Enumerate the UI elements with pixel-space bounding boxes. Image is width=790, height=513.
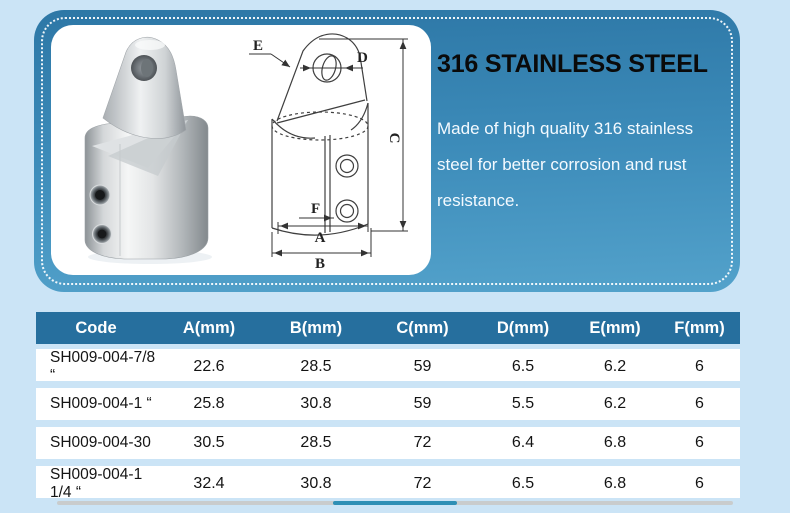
dim-label-e: E <box>253 38 264 54</box>
table-cell: 30.8 <box>300 475 332 492</box>
table-cell: 72 <box>413 434 432 451</box>
table-cell: 6.2 <box>603 358 627 375</box>
table-cell: 6 <box>695 395 704 412</box>
dim-label-f: F <box>311 201 321 217</box>
table-cell: 72 <box>413 475 432 492</box>
table-cell: 22.6 <box>193 358 225 375</box>
table-cell: 25.8 <box>193 395 225 412</box>
table-cell: 6.2 <box>603 395 627 412</box>
header-c: C(mm) <box>396 318 449 337</box>
code-cell: SH009-004-7/8 “ <box>50 349 156 384</box>
header-b: B(mm) <box>289 318 343 337</box>
table-cell: 6.5 <box>511 358 535 375</box>
code-cell: SH009-004-1 1/4 “ <box>50 466 143 501</box>
product-image-card <box>51 25 431 275</box>
table-cell: 28.5 <box>300 358 332 375</box>
table-cell: 59 <box>413 395 432 412</box>
banner-text-block <box>437 50 742 219</box>
banner-title: 316 STAINLESS STEEL <box>437 50 708 78</box>
header-f: F(mm) <box>674 318 725 337</box>
product-banner <box>34 10 740 292</box>
table-cell: 32.4 <box>193 475 225 492</box>
code-cell: SH009-004-1 “ <box>50 395 152 412</box>
horizontal-scrollbar-thumb[interactable] <box>333 501 457 505</box>
description-line: resistance. <box>437 191 520 210</box>
table-row <box>36 466 740 501</box>
table-cell: 6 <box>695 358 704 375</box>
table-cell: 30.8 <box>300 395 332 412</box>
header-a: A(mm) <box>182 318 236 337</box>
table-cell: 6 <box>695 434 704 451</box>
table-cell: 59 <box>413 358 432 375</box>
dimension-table <box>36 312 740 501</box>
table-row <box>36 349 740 384</box>
table-row <box>36 427 740 459</box>
table-header-row <box>36 312 740 344</box>
table-cell: 6.8 <box>603 475 627 492</box>
dimension-drawing <box>245 26 425 276</box>
header-d: D(mm) <box>496 318 550 337</box>
table-cell: 5.5 <box>511 395 535 412</box>
table-cell: 6.8 <box>603 434 627 451</box>
product-photo <box>62 30 234 268</box>
horizontal-scrollbar-track[interactable] <box>57 501 733 505</box>
table-cell: 6.4 <box>511 434 535 451</box>
code-cell: SH009-004-30 <box>50 434 151 451</box>
table-cell: 28.5 <box>300 434 332 451</box>
header-code: Code <box>75 318 117 337</box>
table-cell: 6 <box>695 475 704 492</box>
header-e: E(mm) <box>589 318 641 337</box>
description-line: Made of high quality 316 stainless <box>437 119 694 138</box>
table-cell: 6.5 <box>511 475 535 492</box>
dim-label-b: B <box>314 256 326 272</box>
description-line: steel for better corrosion and rust <box>437 155 687 174</box>
dim-label-c: C <box>386 132 402 144</box>
dim-label-a: A <box>314 230 326 246</box>
table-cell: 30.5 <box>193 434 225 451</box>
table-row <box>36 388 740 420</box>
dim-label-d: D <box>357 50 368 66</box>
banner-description <box>437 111 742 219</box>
